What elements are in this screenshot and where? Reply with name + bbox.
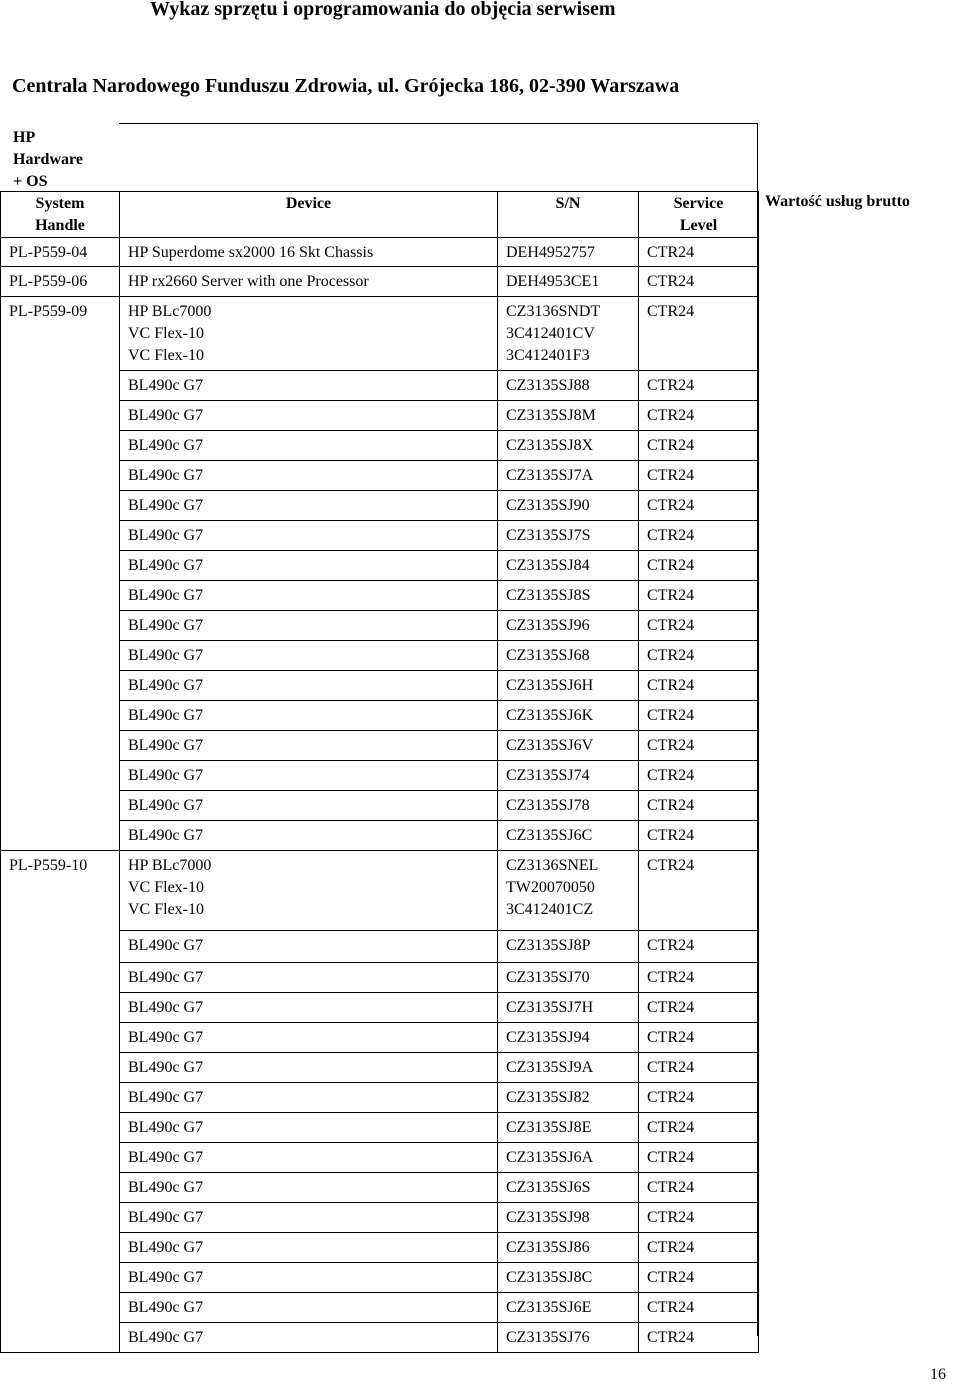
cell-service-level: CTR24 (639, 1263, 759, 1293)
cell-service-level: CTR24 (639, 267, 759, 297)
cell-sn (498, 731, 639, 761)
header-line: Handle (35, 217, 85, 234)
cell-device-line: BL490c G7 (128, 1239, 204, 1256)
cell-sn (498, 1053, 639, 1083)
cell-device-line: VC Flex-10 (128, 325, 204, 342)
cell-sn (498, 371, 639, 401)
cell-sn-line: 3C412401CZ (506, 901, 594, 918)
cell-device (120, 1173, 498, 1203)
cell-sn (498, 297, 639, 371)
cell-sn-line: CZ3135SJ90 (506, 497, 590, 514)
cell-system-handle: PL-P559-04 (1, 238, 120, 267)
cell-device (120, 1053, 498, 1083)
cell-sn-line: CZ3135SJ98 (506, 1209, 590, 1226)
cell-device (120, 1263, 498, 1293)
cell-sn-line: CZ3135SJ6V (506, 737, 594, 754)
cell-device (120, 238, 498, 267)
cell-service-level: CTR24 (639, 963, 759, 993)
cell-device-line: BL490c G7 (128, 1209, 204, 1226)
cell-service-level: CTR24 (639, 1053, 759, 1083)
cell-system-handle: PL-P559-09 (1, 297, 120, 851)
cell-device (120, 267, 498, 297)
cell-sn (498, 1023, 639, 1053)
cell-service-level: CTR24 (639, 1023, 759, 1053)
cell-sn-line: CZ3135SJ68 (506, 647, 590, 664)
cell-device-line: BL490c G7 (128, 677, 204, 694)
cell-device-line: HP BLc7000 (128, 303, 212, 320)
cell-sn (498, 1293, 639, 1323)
hw-os-group-label (13, 127, 83, 193)
cell-service-level: CTR24 (639, 1233, 759, 1263)
cell-sn (498, 963, 639, 993)
cell-sn-line: CZ3135SJ6A (506, 1149, 594, 1166)
cell-device-line: BL490c G7 (128, 647, 204, 664)
cell-sn (498, 851, 639, 931)
cell-device (120, 491, 498, 521)
cell-device-line: BL490c G7 (128, 1299, 204, 1316)
cell-sn (498, 521, 639, 551)
cell-device-line: BL490c G7 (128, 467, 204, 484)
cell-device (120, 1143, 498, 1173)
cell-sn (498, 641, 639, 671)
cell-sn-line: CZ3135SJ78 (506, 797, 590, 814)
cell-device-line: VC Flex-10 (128, 901, 204, 918)
cell-sn-line: CZ3136SNDT (506, 303, 601, 320)
cell-sn-line: CZ3135SJ94 (506, 1029, 590, 1046)
cell-sn-line: CZ3135SJ7A (506, 467, 594, 484)
cell-service-level: CTR24 (639, 401, 759, 431)
cell-device (120, 1203, 498, 1233)
page-number: 16 (930, 1366, 946, 1383)
cell-device (120, 701, 498, 731)
header-sn: S/N (498, 192, 639, 238)
cell-sn-line: CZ3135SJ8P (506, 937, 591, 954)
cell-device-line: BL490c G7 (128, 797, 204, 814)
cell-service-level: CTR24 (639, 1143, 759, 1173)
cell-device-line: BL490c G7 (128, 1269, 204, 1286)
cell-sn-line: CZ3135SJ88 (506, 377, 590, 394)
cell-sn-line: CZ3135SJ8M (506, 407, 596, 424)
cell-device (120, 297, 498, 371)
cell-device (120, 1293, 498, 1323)
cell-sn-line: 3C412401CV (506, 325, 595, 342)
cell-service-level: CTR24 (639, 821, 759, 851)
cell-system-handle: PL-P559-10 (1, 851, 120, 1353)
cell-service-level: CTR24 (639, 1083, 759, 1113)
cell-sn-line: CZ3135SJ6E (506, 1299, 592, 1316)
cell-sn-line: CZ3135SJ6K (506, 707, 594, 724)
cell-sn (498, 1263, 639, 1293)
cell-device (120, 1083, 498, 1113)
cell-device (120, 611, 498, 641)
group-label-line: HP (13, 129, 36, 146)
cell-service-level: CTR24 (639, 791, 759, 821)
cell-sn (498, 701, 639, 731)
cell-device-line: BL490c G7 (128, 437, 204, 454)
cell-device (120, 641, 498, 671)
header-service-level (639, 192, 759, 238)
cell-device-line: BL490c G7 (128, 587, 204, 604)
cell-service-level: CTR24 (639, 1203, 759, 1233)
inventory-table (0, 191, 759, 1353)
cell-service-level: CTR24 (639, 1323, 759, 1353)
cell-service-level: CTR24 (639, 931, 759, 963)
cell-device (120, 401, 498, 431)
cell-sn-line: CZ3135SJ8E (506, 1119, 592, 1136)
cell-sn-line: CZ3135SJ9A (506, 1059, 594, 1076)
cell-sn-line: CZ3135SJ86 (506, 1239, 590, 1256)
cell-device (120, 993, 498, 1023)
cell-device (120, 791, 498, 821)
cell-device (120, 371, 498, 401)
cell-sn (498, 551, 639, 581)
cell-sn-line: CZ3135SJ6C (506, 827, 593, 844)
cell-device-line: HP rx2660 Server with one Processor (128, 273, 369, 290)
cell-service-level: CTR24 (639, 491, 759, 521)
cell-service-level: CTR24 (639, 1173, 759, 1203)
cell-device (120, 521, 498, 551)
cell-device-line: BL490c G7 (128, 1179, 204, 1196)
cell-sn (498, 1113, 639, 1143)
cell-device-line: BL490c G7 (128, 969, 204, 986)
cell-sn (498, 431, 639, 461)
cell-sn (498, 267, 639, 297)
cell-device-line: BL490c G7 (128, 377, 204, 394)
cell-device-line: BL490c G7 (128, 1329, 204, 1346)
cell-device (120, 431, 498, 461)
cell-device (120, 461, 498, 491)
cell-device-line: BL490c G7 (128, 827, 204, 844)
cell-sn (498, 761, 639, 791)
header-line: Service (673, 195, 724, 212)
cell-device (120, 931, 498, 963)
cell-sn-line: 3C412401F3 (506, 347, 590, 364)
cell-service-level: CTR24 (639, 671, 759, 701)
cell-sn (498, 491, 639, 521)
cell-sn-line: CZ3135SJ6S (506, 1179, 591, 1196)
group-label-line: + OS (13, 173, 48, 190)
cell-device-line: BL490c G7 (128, 707, 204, 724)
cell-device-line: BL490c G7 (128, 1149, 204, 1166)
cell-service-level: CTR24 (639, 297, 759, 371)
cell-device-line: BL490c G7 (128, 1119, 204, 1136)
cell-service-level: CTR24 (639, 551, 759, 581)
cell-sn-line: DEH4953CE1 (506, 273, 600, 290)
cell-device-line: BL490c G7 (128, 767, 204, 784)
cell-sn-line: CZ3135SJ7S (506, 527, 591, 544)
cell-sn-line: CZ3135SJ82 (506, 1089, 590, 1106)
cell-service-level: CTR24 (639, 1113, 759, 1143)
cell-device-line: HP BLc7000 (128, 857, 212, 874)
cell-device-line: HP Superdome sx2000 16 Skt Chassis (128, 244, 374, 261)
cell-service-level: CTR24 (639, 431, 759, 461)
table-header-row (1, 192, 759, 238)
cell-sn-line: CZ3135SJ8C (506, 1269, 593, 1286)
cell-device (120, 1023, 498, 1053)
cell-sn-line: CZ3136SNEL (506, 857, 599, 874)
cell-sn-line: CZ3135SJ74 (506, 767, 590, 784)
cell-service-level: CTR24 (639, 641, 759, 671)
cell-device-line: BL490c G7 (128, 937, 204, 954)
cell-device (120, 551, 498, 581)
document-title: Wykaz sprzętu i oprogramowania do objęcia serwisem (150, 0, 616, 20)
cell-device-line: BL490c G7 (128, 737, 204, 754)
group-label-line: Hardware (13, 151, 83, 168)
cell-sn-line: CZ3135SJ7H (506, 999, 594, 1016)
cell-sn (498, 931, 639, 963)
cell-sn-line: CZ3135SJ8X (506, 437, 594, 454)
table-row (1, 851, 759, 931)
cell-device (120, 761, 498, 791)
cell-device-line: BL490c G7 (128, 527, 204, 544)
cell-device-line: BL490c G7 (128, 557, 204, 574)
cell-sn (498, 821, 639, 851)
header-line: System (35, 195, 85, 212)
cell-service-level: CTR24 (639, 238, 759, 267)
cell-service-level: CTR24 (639, 993, 759, 1023)
cell-sn (498, 1143, 639, 1173)
cell-device-line: BL490c G7 (128, 497, 204, 514)
cell-sn (498, 1323, 639, 1353)
cell-device-line: BL490c G7 (128, 617, 204, 634)
cell-sn (498, 1233, 639, 1263)
cell-system-handle: PL-P559-06 (1, 267, 120, 297)
cell-sn (498, 581, 639, 611)
cell-device-line: BL490c G7 (128, 407, 204, 424)
cell-device (120, 1233, 498, 1263)
cell-sn (498, 993, 639, 1023)
cell-device (120, 821, 498, 851)
cell-device-line: BL490c G7 (128, 1059, 204, 1076)
header-line: Level (679, 217, 718, 234)
cell-device-line: BL490c G7 (128, 1029, 204, 1046)
cell-sn (498, 461, 639, 491)
cell-sn-line: CZ3135SJ70 (506, 969, 590, 986)
cell-device (120, 1113, 498, 1143)
table-row (1, 267, 759, 297)
cell-sn-line: CZ3135SJ8S (506, 587, 591, 604)
table-row (1, 238, 759, 267)
cell-device (120, 851, 498, 931)
cell-sn-line: TW20070050 (506, 879, 595, 896)
table-row (1, 297, 759, 371)
cell-sn-line: CZ3135SJ84 (506, 557, 590, 574)
cell-service-level: CTR24 (639, 611, 759, 641)
cell-service-level: CTR24 (639, 581, 759, 611)
cell-sn (498, 238, 639, 267)
cell-sn (498, 671, 639, 701)
cell-sn-line: CZ3135SJ76 (506, 1329, 590, 1346)
cell-sn (498, 1083, 639, 1113)
cell-service-level: CTR24 (639, 461, 759, 491)
hw-group-border-top (119, 123, 758, 124)
cell-service-level: CTR24 (639, 1293, 759, 1323)
location-heading: Centrala Narodowego Funduszu Zdrowia, ul. Grójecka 186, 02-390 Warszawa (12, 75, 680, 97)
cell-service-level: CTR24 (639, 731, 759, 761)
cell-sn-line: CZ3135SJ96 (506, 617, 590, 634)
cell-service-level: CTR24 (639, 701, 759, 731)
cell-device (120, 963, 498, 993)
cell-sn (498, 611, 639, 641)
cell-sn (498, 1173, 639, 1203)
cell-device (120, 731, 498, 761)
header-system-handle (1, 192, 120, 238)
cell-sn (498, 791, 639, 821)
cell-sn-line: CZ3135SJ6H (506, 677, 594, 694)
cell-device-line: BL490c G7 (128, 999, 204, 1016)
cell-sn (498, 1203, 639, 1233)
cell-service-level: CTR24 (639, 851, 759, 931)
header-value-gross: Wartość usług brutto (765, 193, 910, 210)
cell-device-line: VC Flex-10 (128, 347, 204, 364)
cell-service-level: CTR24 (639, 761, 759, 791)
cell-device-line: VC Flex-10 (128, 879, 204, 896)
table-body (1, 238, 759, 1353)
cell-service-level: CTR24 (639, 371, 759, 401)
cell-device (120, 581, 498, 611)
cell-device-line: BL490c G7 (128, 1089, 204, 1106)
cell-service-level: CTR24 (639, 521, 759, 551)
cell-sn (498, 401, 639, 431)
header-device: Device (120, 192, 498, 238)
cell-device (120, 1323, 498, 1353)
cell-sn-line: DEH4952757 (506, 244, 595, 261)
cell-device (120, 671, 498, 701)
